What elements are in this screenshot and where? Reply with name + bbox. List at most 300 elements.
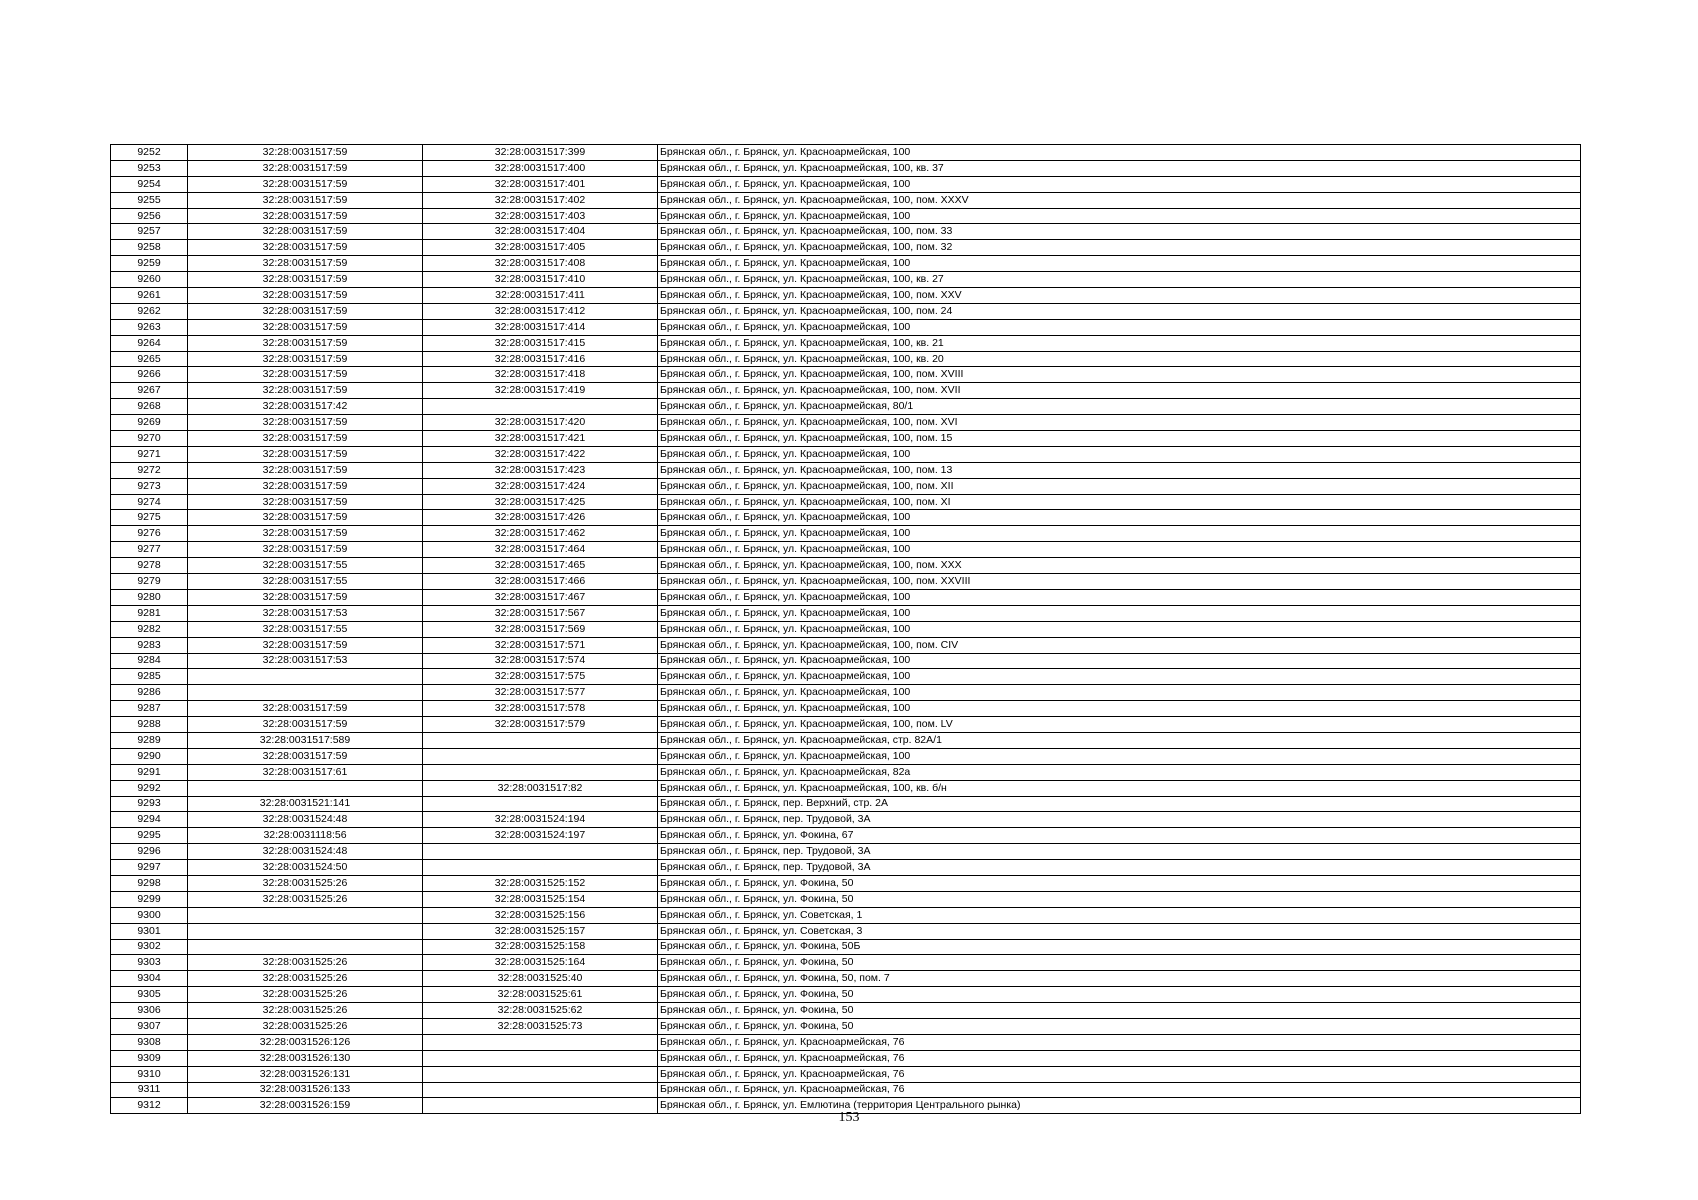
- table-row: [111, 907, 1581, 923]
- cadastral-number-cell: 32:28:0031526:133: [188, 1082, 423, 1098]
- cadastral-number-cell: 32:28:0031526:126: [188, 1034, 423, 1050]
- cadastral-number-cell: 32:28:0031524:48: [188, 844, 423, 860]
- address-cell: Брянская обл., г. Брянск, ул. Красноармейская, 100, пом. CIV: [658, 637, 1581, 653]
- row-number-cell: 9277: [111, 542, 188, 558]
- address-cell: Брянская обл., г. Брянск, ул. Фокина, 50Б: [658, 939, 1581, 955]
- object-number-cell: 32:28:0031517:405: [423, 240, 658, 256]
- row-number-cell: 9256: [111, 208, 188, 224]
- object-number-cell: 32:28:0031517:571: [423, 637, 658, 653]
- address-cell: Брянская обл., г. Брянск, ул. Красноармейская, 100: [658, 589, 1581, 605]
- address-cell: Брянская обл., г. Брянск, ул. Красноармейская, 100, пом. XVII: [658, 383, 1581, 399]
- cadastral-number-cell: 32:28:0031517:53: [188, 605, 423, 621]
- address-cell: Брянская обл., г. Брянск, ул. Красноармейская, 100: [658, 510, 1581, 526]
- table-row: [111, 637, 1581, 653]
- row-number-cell: 9306: [111, 1003, 188, 1019]
- row-number-cell: 9254: [111, 176, 188, 192]
- cadastral-number-cell: 32:28:0031524:50: [188, 860, 423, 876]
- table-row: [111, 780, 1581, 796]
- cadastral-number-cell: 32:28:0031525:26: [188, 1003, 423, 1019]
- address-cell: Брянская обл., г. Брянск, ул. Емлютина (территория Центрального рынка): [658, 1098, 1581, 1114]
- object-number-cell: 32:28:0031517:462: [423, 526, 658, 542]
- table-row: [111, 558, 1581, 574]
- table-row: [111, 812, 1581, 828]
- table-row: [111, 574, 1581, 590]
- object-number-cell: 32:28:0031517:425: [423, 494, 658, 510]
- object-number-cell: 32:28:0031525:40: [423, 971, 658, 987]
- cadastral-number-cell: 32:28:0031524:48: [188, 812, 423, 828]
- table-row: [111, 621, 1581, 637]
- object-number-cell: [423, 860, 658, 876]
- address-cell: Брянская обл., г. Брянск, пер. Трудовой, 3А: [658, 812, 1581, 828]
- table-row: [111, 653, 1581, 669]
- cadastral-number-cell: 32:28:0031517:59: [188, 272, 423, 288]
- cadastral-number-cell: 32:28:0031517:59: [188, 717, 423, 733]
- row-number-cell: 9269: [111, 415, 188, 431]
- table-row: [111, 717, 1581, 733]
- table-row: [111, 288, 1581, 304]
- cadastral-number-cell: 32:28:0031517:59: [188, 319, 423, 335]
- address-cell: Брянская обл., г. Брянск, ул. Советская, 1: [658, 907, 1581, 923]
- table-row: [111, 860, 1581, 876]
- table-row: [111, 796, 1581, 812]
- cadastral-number-cell: 32:28:0031517:589: [188, 732, 423, 748]
- row-number-cell: 9281: [111, 605, 188, 621]
- table-row: [111, 208, 1581, 224]
- row-number-cell: 9285: [111, 669, 188, 685]
- cadastral-number-cell: 32:28:0031517:55: [188, 574, 423, 590]
- object-number-cell: [423, 764, 658, 780]
- cadastral-number-cell: 32:28:0031517:59: [188, 303, 423, 319]
- table-row: [111, 955, 1581, 971]
- cadastral-number-cell: 32:28:0031517:59: [188, 383, 423, 399]
- address-cell: Брянская обл., г. Брянск, ул. Фокина, 50: [658, 1018, 1581, 1034]
- cadastral-number-cell: 32:28:0031517:59: [188, 351, 423, 367]
- cadastral-number-cell: 32:28:0031517:61: [188, 764, 423, 780]
- table-row: [111, 542, 1581, 558]
- object-number-cell: 32:28:0031517:465: [423, 558, 658, 574]
- object-number-cell: [423, 844, 658, 860]
- registry-table-body: [111, 145, 1581, 1114]
- address-cell: Брянская обл., г. Брянск, ул. Красноармейская, 100: [658, 621, 1581, 637]
- cadastral-number-cell: 32:28:0031525:26: [188, 987, 423, 1003]
- cadastral-number-cell: 32:28:0031517:59: [188, 748, 423, 764]
- cadastral-number-cell: 32:28:0031525:26: [188, 971, 423, 987]
- table-row: [111, 971, 1581, 987]
- address-cell: Брянская обл., г. Брянск, ул. Фокина, 67: [658, 828, 1581, 844]
- table-row: [111, 367, 1581, 383]
- cadastral-number-cell: 32:28:0031517:59: [188, 478, 423, 494]
- table-row: [111, 192, 1581, 208]
- cadastral-number-cell: 32:28:0031517:59: [188, 701, 423, 717]
- row-number-cell: 9267: [111, 383, 188, 399]
- cadastral-number-cell: [188, 669, 423, 685]
- address-cell: Брянская обл., г. Брянск, пер. Трудовой, 3А: [658, 844, 1581, 860]
- cadastral-number-cell: 32:28:0031525:26: [188, 955, 423, 971]
- object-number-cell: [423, 732, 658, 748]
- object-number-cell: 32:28:0031517:403: [423, 208, 658, 224]
- table-row: [111, 446, 1581, 462]
- cadastral-number-cell: 32:28:0031517:59: [188, 431, 423, 447]
- cadastral-number-cell: 32:28:0031525:26: [188, 1018, 423, 1034]
- row-number-cell: 9305: [111, 987, 188, 1003]
- table-row: [111, 1082, 1581, 1098]
- address-cell: Брянская обл., г. Брянск, ул. Фокина, 50, пом. 7: [658, 971, 1581, 987]
- object-number-cell: 32:28:0031517:464: [423, 542, 658, 558]
- object-number-cell: [423, 748, 658, 764]
- cadastral-number-cell: 32:28:0031118:56: [188, 828, 423, 844]
- row-number-cell: 9312: [111, 1098, 188, 1114]
- cadastral-number-cell: 32:28:0031517:59: [188, 288, 423, 304]
- address-cell: Брянская обл., г. Брянск, ул. Красноармейская, 100, пом. XXV: [658, 288, 1581, 304]
- cadastral-number-cell: [188, 685, 423, 701]
- row-number-cell: 9263: [111, 319, 188, 335]
- registry-table: [110, 144, 1581, 1114]
- table-row: [111, 526, 1581, 542]
- object-number-cell: 32:28:0031525:61: [423, 987, 658, 1003]
- object-number-cell: 32:28:0031517:401: [423, 176, 658, 192]
- table-row: [111, 494, 1581, 510]
- table-row: [111, 923, 1581, 939]
- row-number-cell: 9299: [111, 891, 188, 907]
- object-number-cell: 32:28:0031525:62: [423, 1003, 658, 1019]
- row-number-cell: 9287: [111, 701, 188, 717]
- row-number-cell: 9304: [111, 971, 188, 987]
- address-cell: Брянская обл., г. Брянск, ул. Красноармейская, 100, пом. 13: [658, 462, 1581, 478]
- cadastral-number-cell: 32:28:0031517:59: [188, 208, 423, 224]
- address-cell: Брянская обл., г. Брянск, ул. Красноармейская, стр. 82А/1: [658, 732, 1581, 748]
- object-number-cell: 32:28:0031517:404: [423, 224, 658, 240]
- object-number-cell: 32:28:0031524:197: [423, 828, 658, 844]
- object-number-cell: 32:28:0031517:400: [423, 160, 658, 176]
- object-number-cell: 32:28:0031525:152: [423, 875, 658, 891]
- row-number-cell: 9295: [111, 828, 188, 844]
- object-number-cell: [423, 1050, 658, 1066]
- row-number-cell: 9271: [111, 446, 188, 462]
- table-row: [111, 844, 1581, 860]
- address-cell: Брянская обл., г. Брянск, ул. Красноармейская, 76: [658, 1050, 1581, 1066]
- row-number-cell: 9289: [111, 732, 188, 748]
- table-row: [111, 462, 1581, 478]
- address-cell: Брянская обл., г. Брянск, ул. Красноармейская, 100: [658, 653, 1581, 669]
- cadastral-number-cell: 32:28:0031525:26: [188, 875, 423, 891]
- address-cell: Брянская обл., г. Брянск, ул. Красноармейская, 100, кв. 21: [658, 335, 1581, 351]
- address-cell: Брянская обл., г. Брянск, ул. Красноармейская, 100: [658, 685, 1581, 701]
- row-number-cell: 9309: [111, 1050, 188, 1066]
- cadastral-number-cell: 32:28:0031525:26: [188, 891, 423, 907]
- cadastral-number-cell: 32:28:0031517:55: [188, 558, 423, 574]
- table-row: [111, 303, 1581, 319]
- object-number-cell: 32:28:0031517:422: [423, 446, 658, 462]
- table-row: [111, 240, 1581, 256]
- table-row: [111, 891, 1581, 907]
- row-number-cell: 9308: [111, 1034, 188, 1050]
- row-number-cell: 9291: [111, 764, 188, 780]
- row-number-cell: 9293: [111, 796, 188, 812]
- cadastral-number-cell: [188, 907, 423, 923]
- cadastral-number-cell: [188, 923, 423, 939]
- row-number-cell: 9278: [111, 558, 188, 574]
- address-cell: Брянская обл., г. Брянск, ул. Красноармейская, 100: [658, 256, 1581, 272]
- address-cell: Брянская обл., г. Брянск, ул. Фокина, 50: [658, 1003, 1581, 1019]
- address-cell: Брянская обл., г. Брянск, ул. Красноармейская, 100: [658, 542, 1581, 558]
- object-number-cell: 32:28:0031517:426: [423, 510, 658, 526]
- row-number-cell: 9262: [111, 303, 188, 319]
- cadastral-number-cell: 32:28:0031517:59: [188, 542, 423, 558]
- cadastral-number-cell: 32:28:0031517:59: [188, 160, 423, 176]
- cadastral-number-cell: 32:28:0031521:141: [188, 796, 423, 812]
- address-cell: Брянская обл., г. Брянск, ул. Красноармейская, 100, пом. XXVIII: [658, 574, 1581, 590]
- object-number-cell: 32:28:0031517:466: [423, 574, 658, 590]
- cadastral-number-cell: 32:28:0031517:59: [188, 510, 423, 526]
- table-row: [111, 383, 1581, 399]
- object-number-cell: 32:28:0031517:578: [423, 701, 658, 717]
- cadastral-number-cell: 32:28:0031517:59: [188, 192, 423, 208]
- object-number-cell: 32:28:0031517:569: [423, 621, 658, 637]
- address-cell: Брянская обл., г. Брянск, ул. Красноармейская, 100: [658, 446, 1581, 462]
- row-number-cell: 9260: [111, 272, 188, 288]
- row-number-cell: 9296: [111, 844, 188, 860]
- row-number-cell: 9276: [111, 526, 188, 542]
- address-cell: Брянская обл., г. Брянск, ул. Красноармейская, 100, пом. XI: [658, 494, 1581, 510]
- address-cell: Брянская обл., г. Брянск, ул. Красноармейская, 76: [658, 1082, 1581, 1098]
- row-number-cell: 9261: [111, 288, 188, 304]
- cadastral-number-cell: 32:28:0031526:131: [188, 1066, 423, 1082]
- cadastral-number-cell: [188, 939, 423, 955]
- row-number-cell: 9288: [111, 717, 188, 733]
- object-number-cell: 32:28:0031517:416: [423, 351, 658, 367]
- address-cell: Брянская обл., г. Брянск, ул. Красноармейская, 100, кв. б/н: [658, 780, 1581, 796]
- row-number-cell: 9252: [111, 145, 188, 161]
- cadastral-number-cell: [188, 780, 423, 796]
- cadastral-number-cell: 32:28:0031517:59: [188, 526, 423, 542]
- object-number-cell: 32:28:0031517:412: [423, 303, 658, 319]
- object-number-cell: 32:28:0031517:423: [423, 462, 658, 478]
- row-number-cell: 9270: [111, 431, 188, 447]
- row-number-cell: 9286: [111, 685, 188, 701]
- object-number-cell: [423, 1066, 658, 1082]
- address-cell: Брянская обл., г. Брянск, ул. Красноармейская, 100, пом. XXXV: [658, 192, 1581, 208]
- row-number-cell: 9279: [111, 574, 188, 590]
- address-cell: Брянская обл., г. Брянск, ул. Красноармейская, 100, пом. XVIII: [658, 367, 1581, 383]
- row-number-cell: 9274: [111, 494, 188, 510]
- object-number-cell: 32:28:0031525:157: [423, 923, 658, 939]
- object-number-cell: 32:28:0031517:410: [423, 272, 658, 288]
- table-row: [111, 319, 1581, 335]
- row-number-cell: 9273: [111, 478, 188, 494]
- address-cell: Брянская обл., г. Брянск, ул. Красноармейская, 100: [658, 208, 1581, 224]
- table-row: [111, 875, 1581, 891]
- cadastral-number-cell: 32:28:0031517:59: [188, 224, 423, 240]
- object-number-cell: [423, 399, 658, 415]
- object-number-cell: [423, 1082, 658, 1098]
- cadastral-number-cell: 32:28:0031517:59: [188, 240, 423, 256]
- table-row: [111, 589, 1581, 605]
- object-number-cell: 32:28:0031517:82: [423, 780, 658, 796]
- address-cell: Брянская обл., г. Брянск, ул. Красноармейская, 100, пом. XVI: [658, 415, 1581, 431]
- row-number-cell: 9272: [111, 462, 188, 478]
- address-cell: Брянская обл., г. Брянск, ул. Красноармейская, 100: [658, 701, 1581, 717]
- table-row: [111, 176, 1581, 192]
- table-row: [111, 764, 1581, 780]
- object-number-cell: 32:28:0031517:411: [423, 288, 658, 304]
- table-row: [111, 224, 1581, 240]
- object-number-cell: 32:28:0031525:73: [423, 1018, 658, 1034]
- cadastral-number-cell: 32:28:0031517:42: [188, 399, 423, 415]
- address-cell: Брянская обл., г. Брянск, пер. Трудовой, 3А: [658, 860, 1581, 876]
- row-number-cell: 9292: [111, 780, 188, 796]
- address-cell: Брянская обл., г. Брянск, ул. Красноармейская, 100: [658, 669, 1581, 685]
- object-number-cell: 32:28:0031525:164: [423, 955, 658, 971]
- page-number: 153: [838, 1110, 860, 1125]
- row-number-cell: 9253: [111, 160, 188, 176]
- address-cell: Брянская обл., г. Брянск, пер. Верхний, стр. 2А: [658, 796, 1581, 812]
- address-cell: Брянская обл., г. Брянск, ул. Красноармейская, 76: [658, 1034, 1581, 1050]
- address-cell: Брянская обл., г. Брянск, ул. Красноармейская, 100, пом. 15: [658, 431, 1581, 447]
- table-row: [111, 685, 1581, 701]
- table-row: [111, 1034, 1581, 1050]
- cadastral-number-cell: 32:28:0031517:59: [188, 462, 423, 478]
- cadastral-number-cell: 32:28:0031517:55: [188, 621, 423, 637]
- row-number-cell: 9275: [111, 510, 188, 526]
- row-number-cell: 9294: [111, 812, 188, 828]
- row-number-cell: 9284: [111, 653, 188, 669]
- row-number-cell: 9266: [111, 367, 188, 383]
- row-number-cell: 9290: [111, 748, 188, 764]
- address-cell: Брянская обл., г. Брянск, ул. Красноармейская, 100, пом. LV: [658, 717, 1581, 733]
- table-row: [111, 415, 1581, 431]
- table-row: [111, 145, 1581, 161]
- table-row: [111, 748, 1581, 764]
- table-row: [111, 732, 1581, 748]
- table-row: [111, 431, 1581, 447]
- table-row: [111, 335, 1581, 351]
- address-cell: Брянская обл., г. Брянск, ул. Фокина, 50: [658, 987, 1581, 1003]
- object-number-cell: 32:28:0031517:399: [423, 145, 658, 161]
- object-number-cell: 32:28:0031517:577: [423, 685, 658, 701]
- object-number-cell: 32:28:0031517:418: [423, 367, 658, 383]
- object-number-cell: 32:28:0031525:156: [423, 907, 658, 923]
- table-row: [111, 399, 1581, 415]
- object-number-cell: 32:28:0031525:158: [423, 939, 658, 955]
- cadastral-number-cell: 32:28:0031517:59: [188, 367, 423, 383]
- object-number-cell: 32:28:0031517:421: [423, 431, 658, 447]
- object-number-cell: 32:28:0031525:154: [423, 891, 658, 907]
- table-row: [111, 510, 1581, 526]
- table-row: [111, 351, 1581, 367]
- row-number-cell: 9264: [111, 335, 188, 351]
- object-number-cell: 32:28:0031517:414: [423, 319, 658, 335]
- address-cell: Брянская обл., г. Брянск, ул. Красноармейская, 100, кв. 20: [658, 351, 1581, 367]
- object-number-cell: 32:28:0031517:467: [423, 589, 658, 605]
- table-row: [111, 701, 1581, 717]
- address-cell: Брянская обл., г. Брянск, ул. Красноармейская, 100: [658, 748, 1581, 764]
- address-cell: Брянская обл., г. Брянск, ул. Красноармейская, 100: [658, 319, 1581, 335]
- row-number-cell: 9297: [111, 860, 188, 876]
- row-number-cell: 9280: [111, 589, 188, 605]
- table-row: [111, 939, 1581, 955]
- row-number-cell: 9311: [111, 1082, 188, 1098]
- row-number-cell: 9302: [111, 939, 188, 955]
- object-number-cell: 32:28:0031517:419: [423, 383, 658, 399]
- object-number-cell: 32:28:0031517:424: [423, 478, 658, 494]
- cadastral-number-cell: 32:28:0031517:59: [188, 176, 423, 192]
- row-number-cell: 9301: [111, 923, 188, 939]
- row-number-cell: 9303: [111, 955, 188, 971]
- cadastral-number-cell: 32:28:0031517:59: [188, 415, 423, 431]
- address-cell: Брянская обл., г. Брянск, ул. Красноармейская, 100, кв. 37: [658, 160, 1581, 176]
- address-cell: Брянская обл., г. Брянск, ул. Красноармейская, 100, пом. XXX: [658, 558, 1581, 574]
- object-number-cell: 32:28:0031517:420: [423, 415, 658, 431]
- address-cell: Брянская обл., г. Брянск, ул. Советская, 3: [658, 923, 1581, 939]
- row-number-cell: 9282: [111, 621, 188, 637]
- address-cell: Брянская обл., г. Брянск, ул. Фокина, 50: [658, 891, 1581, 907]
- row-number-cell: 9268: [111, 399, 188, 415]
- row-number-cell: 9300: [111, 907, 188, 923]
- row-number-cell: 9255: [111, 192, 188, 208]
- table-row: [111, 478, 1581, 494]
- object-number-cell: 32:28:0031517:574: [423, 653, 658, 669]
- row-number-cell: 9257: [111, 224, 188, 240]
- table-row: [111, 1050, 1581, 1066]
- table-row: [111, 1003, 1581, 1019]
- cadastral-number-cell: 32:28:0031517:59: [188, 637, 423, 653]
- cadastral-number-cell: 32:28:0031517:59: [188, 145, 423, 161]
- object-number-cell: [423, 796, 658, 812]
- address-cell: Брянская обл., г. Брянск, ул. Красноармейская, 100: [658, 176, 1581, 192]
- cadastral-number-cell: 32:28:0031526:130: [188, 1050, 423, 1066]
- address-cell: Брянская обл., г. Брянск, ул. Красноармейская, 100: [658, 605, 1581, 621]
- address-cell: Брянская обл., г. Брянск, ул. Красноармейская, 100, пом. 33: [658, 224, 1581, 240]
- row-number-cell: 9265: [111, 351, 188, 367]
- table-row: [111, 605, 1581, 621]
- object-number-cell: [423, 1034, 658, 1050]
- object-number-cell: 32:28:0031517:408: [423, 256, 658, 272]
- address-cell: Брянская обл., г. Брянск, ул. Фокина, 50: [658, 875, 1581, 891]
- table-row: [111, 828, 1581, 844]
- cadastral-number-cell: 32:28:0031526:159: [188, 1098, 423, 1114]
- object-number-cell: 32:28:0031517:415: [423, 335, 658, 351]
- row-number-cell: 9258: [111, 240, 188, 256]
- table-row: [111, 256, 1581, 272]
- object-number-cell: 32:28:0031517:579: [423, 717, 658, 733]
- address-cell: Брянская обл., г. Брянск, ул. Красноармейская, 76: [658, 1066, 1581, 1082]
- address-cell: Брянская обл., г. Брянск, ул. Красноармейская, 100: [658, 526, 1581, 542]
- table-row: [111, 987, 1581, 1003]
- cadastral-number-cell: 32:28:0031517:59: [188, 256, 423, 272]
- address-cell: Брянская обл., г. Брянск, ул. Красноармейская, 80/1: [658, 399, 1581, 415]
- cadastral-number-cell: 32:28:0031517:59: [188, 494, 423, 510]
- row-number-cell: 9310: [111, 1066, 188, 1082]
- address-cell: Брянская обл., г. Брянск, ул. Красноармейская, 82а: [658, 764, 1581, 780]
- row-number-cell: 9283: [111, 637, 188, 653]
- table-row: [111, 272, 1581, 288]
- row-number-cell: 9259: [111, 256, 188, 272]
- cadastral-number-cell: 32:28:0031517:59: [188, 589, 423, 605]
- object-number-cell: 32:28:0031517:402: [423, 192, 658, 208]
- address-cell: Брянская обл., г. Брянск, ул. Фокина, 50: [658, 955, 1581, 971]
- address-cell: Брянская обл., г. Брянск, ул. Красноармейская, 100, пом. 32: [658, 240, 1581, 256]
- object-number-cell: 32:28:0031524:194: [423, 812, 658, 828]
- table-row: [111, 160, 1581, 176]
- address-cell: Брянская обл., г. Брянск, ул. Красноармейская, 100: [658, 145, 1581, 161]
- row-number-cell: 9307: [111, 1018, 188, 1034]
- cadastral-number-cell: 32:28:0031517:59: [188, 335, 423, 351]
- address-cell: Брянская обл., г. Брянск, ул. Красноармейская, 100, кв. 27: [658, 272, 1581, 288]
- table-row: [111, 1018, 1581, 1034]
- table-row: [111, 669, 1581, 685]
- table-row: [111, 1066, 1581, 1082]
- address-cell: Брянская обл., г. Брянск, ул. Красноармейская, 100, пом. XII: [658, 478, 1581, 494]
